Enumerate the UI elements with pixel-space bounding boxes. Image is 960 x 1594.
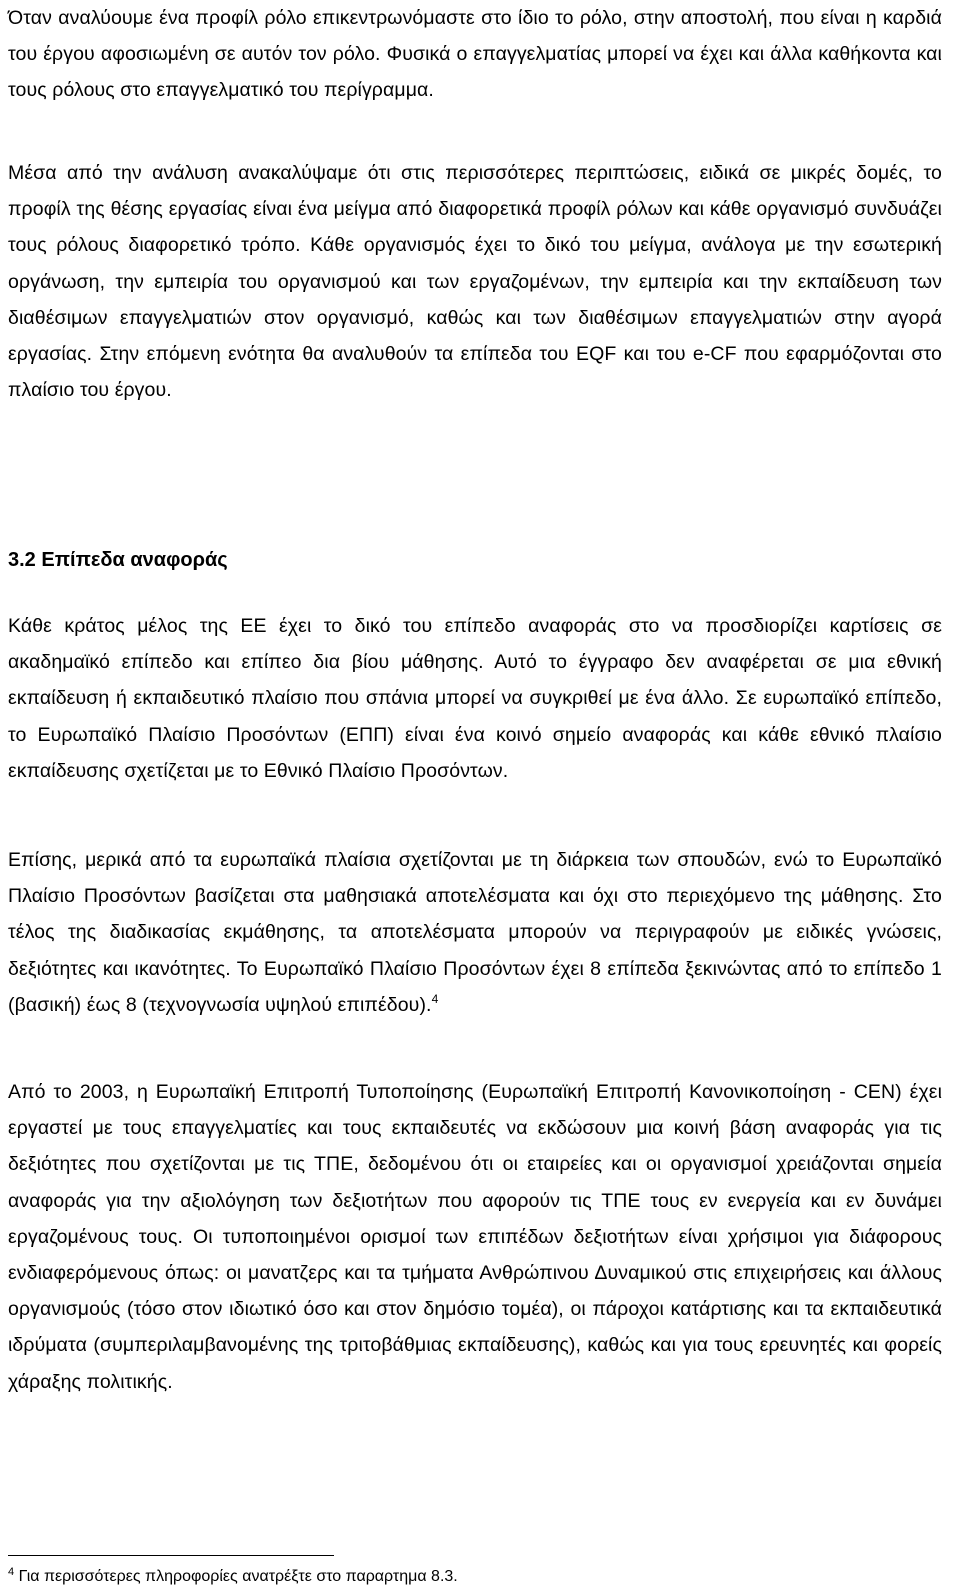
paragraph-text: Μέσα από την ανάλυση ανακαλύψαμε ότι στις περισσότερες περιπτώσεις, ειδικά σε μικρές δομές, το προφίλ της θέσης εργασίας είναι ένα μείγμα από διαφορετικά προφίλ ρόλων και κάθε οργανισμό συνδυάζει τους ρόλους διαφορετικό τρόπο. Κάθε οργανισμός έχει το δικό του μείγμα, ανάλογα με την εσωτερική οργάνωση, την εμπειρία του οργανισμού και των εργαζομένων, την εμπειρία και την εκπαίδευση των διαθέσιμων επαγγελματιών στον οργανισμό, καθώς και των διαθέσιμων επαγγελματιών στην αγορά εργασίας. Στην επόμενη ενότητα θα αναλυθούν τα επίπεδα του EQF και του e-CF που εφαρμόζονται στο πλαίσιο του έργου.	[8, 162, 942, 402]
paragraph-text: Επίσης, μερικά από τα ευρωπαϊκά πλαίσια σχετίζονται με τη διάρκεια των σπουδών, ενώ το Ευρωπαϊκό Πλαίσιο Προσόντων βασίζεται στα μαθησιακά αποτελέσματα και όχι στο περιεχόμενο της μάθησης. Στο τέλος της διαδικασίας εκμάθησης, τα αποτελέσματα μπορούν να περιγραφούν με ειδικές γνώσεις, δεξιότητες και ικανότητες. Το Ευρωπαϊκό Πλαίσιο Προσόντων έχει 8 επίπεδα ξεκινώντας από το επίπεδο 1 (βασική) έως 8 (τεχνογνωσία υψηλού επιπέδου).	[8, 849, 942, 1016]
footnote-separator	[8, 1555, 334, 1556]
paragraph-role-profile	[8, 0, 942, 109]
footnote	[8, 1566, 458, 1588]
footnote-number: 4	[8, 1566, 15, 1578]
paragraph-eqf-levels	[8, 842, 942, 1023]
section-heading: 3.2 Επίπεδα αναφοράς	[8, 549, 228, 571]
paragraph-analysis-findings	[8, 155, 942, 408]
paragraph-text: Όταν αναλύουμε ένα προφίλ ρόλο επικεντρωνόμαστε στο ίδιο το ρόλο, στην αποστολή, που είναι η καρδιά του έργου αφοσιωμένη σε αυτόν τον ρόλο. Φυσικά ο επαγγελματίας μπορεί να έχει και άλλα καθήκοντα και τους ρόλους στο επαγγελματικό του περίγραμμα.	[8, 7, 942, 102]
paragraph-text: Κάθε κράτος μέλος της ΕΕ έχει το δικό του επίπεδο αναφοράς στο να προσδιορίζει καρτίσεις σε ακαδημαϊκό επίπεδο και επίπεο δια βίου μάθησης. Αυτό το έγγραφο δεν αναφέρεται σε μια εθνική εκπαίδευση ή εκπαιδευτικό πλαίσιο που σπάνια μπορεί να συγκριθεί με ένα άλλο. Σε ευρωπαϊκό επίπεδο, το Ευρωπαϊκό Πλαίσιο Προσόντων (ΕΠΠ) είναι ένα κοινό σημείο αναφοράς και κάθε εθνικό πλαίσιο εκπαίδευσης σχετίζεται με το Εθνικό Πλαίσιο Προσόντων.	[8, 615, 942, 782]
paragraph-reference-levels	[8, 608, 942, 789]
paragraph-cen-standardization	[8, 1074, 942, 1400]
footnote-text: Για περισσότερες πληροφορίες ανατρέξτε στο παραρτημα 8.3.	[18, 1568, 458, 1585]
paragraph-text: Από το 2003, η Ευρωπαϊκή Επιτροπή Τυποποίησης (Ευρωπαϊκή Επιτροπή Κανονικοποίηση - CEN) έχει εργαστεί με τους επαγγελματίες και τους εκπαιδευτές να εκδώσουν μια κοινή βάση αναφοράς για τις δεξιότητες που σχετίζονται με τις ΤΠΕ, δεδομένου ότι οι εταιρείες και οι οργανισμοί χρειάζονται σημεία αναφοράς για την αξιολόγηση των δεξιοτήτων που αφορούν τις ΤΠΕ τους εν ενεργεία και εν δυνάμει εργαζομένους τους. Οι τυποποιημένοι ορισμοί των επιπέδων δεξιοτήτων είναι χρήσιμοι για διάφορους ενδιαφερόμενους όπως: οι μανατζερς και τα τμήματα Ανθρώπινου Δυναμικού στις επιχειρήσεις και άλλους οργανισμούς (τόσο στον ιδιωτικό όσο και στον δημόσιο τομέα), οι πάροχοι κατάρτισης και τα εκπαιδευτικά ιδρύματα (συμπεριλαμβανομένης της τριτοβάθμιας εκπαίδευσης), καθώς και για τους ερευνητές και φορείς χάραξης πολιτικής.	[8, 1081, 942, 1393]
footnote-reference[interactable]: 4	[431, 991, 439, 1006]
